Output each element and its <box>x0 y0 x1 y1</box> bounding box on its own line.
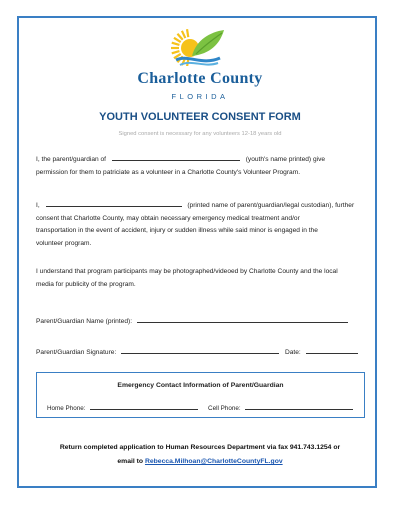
date-label: Date: <box>284 349 301 356</box>
para2-text-e: volunteer program. <box>36 239 92 247</box>
form-title: YOUTH VOLUNTEER CONSENT FORM <box>99 111 301 123</box>
guardian-name-inline-field[interactable] <box>46 199 182 207</box>
cell-phone-field[interactable] <box>245 402 353 410</box>
consent-paragraph-3 <box>36 266 368 291</box>
emergency-contact-box <box>36 372 365 418</box>
para3-text-b: media for publicity of the program. <box>36 280 136 288</box>
home-phone-label: Home Phone: <box>47 405 86 412</box>
youth-name-field[interactable] <box>112 153 240 161</box>
charlotte-county-logo <box>0 26 400 102</box>
para2-text-a: I, <box>36 202 40 209</box>
guardian-signature-field[interactable] <box>121 346 279 354</box>
sun-ray <box>174 38 181 42</box>
cell-phone-label: Cell Phone: <box>208 405 241 412</box>
guardian-signature-label: Parent/Guardian Signature: <box>36 349 117 356</box>
footer-email-link[interactable]: Rebecca.Milhoan@CharlotteCountyFL.gov <box>144 458 283 465</box>
guardian-name-label: Parent/Guardian Name (printed): <box>36 318 133 325</box>
para2-text-b: (printed name of parent/guardian/legal custodian), further <box>187 202 355 209</box>
sun-leaf-icon <box>170 26 230 66</box>
guardian-signature-row <box>36 346 368 356</box>
guardian-name-field[interactable] <box>137 315 348 323</box>
footer-email-prefix: email to <box>117 458 144 465</box>
emergency-phone-row <box>47 402 357 412</box>
form-subtitle: Signed consent is necessary for any volunteers 12-18 years old <box>118 131 282 137</box>
para2-text-d: transportation in the event of accident, injury or sudden illness while said minor is engaged in the <box>36 227 318 234</box>
consent-paragraph-1 <box>36 153 368 179</box>
sun-ray <box>172 43 180 45</box>
home-phone-field[interactable] <box>90 402 198 410</box>
para1-text-a: I, the parent/guardian of <box>36 156 107 163</box>
footer-line-1: Return completed application to Human Resources Department via fax 941.743.1254 or <box>59 444 341 451</box>
para1-text-b: (youth's name printed) give <box>245 156 326 163</box>
sun-ray <box>177 34 182 40</box>
sun-ray <box>172 51 180 53</box>
sun-ray <box>187 29 188 37</box>
consent-paragraph-2 <box>36 199 368 250</box>
date-field[interactable] <box>306 346 358 354</box>
logo-state-name: FLORIDA <box>171 92 229 101</box>
para3-text-a: I understand that program participants may be photographed/videoed by Charlotte County and the local <box>36 268 338 275</box>
para1-text-c: permission for them to patriciate as a volunteer in a Charlotte County's Volunteer Program. <box>36 168 301 176</box>
logo-county-name: Charlotte County <box>137 70 263 87</box>
footer-line-2 <box>0 455 400 469</box>
sun-ray <box>182 31 185 38</box>
footer-instructions <box>0 441 400 469</box>
emergency-title: Emergency Contact Information of Parent/Guardian <box>117 382 284 389</box>
para2-text-c: consent that Charlotte County, may obtain necessary emergency medical treatment and/or <box>36 214 300 222</box>
guardian-name-row <box>36 315 368 325</box>
